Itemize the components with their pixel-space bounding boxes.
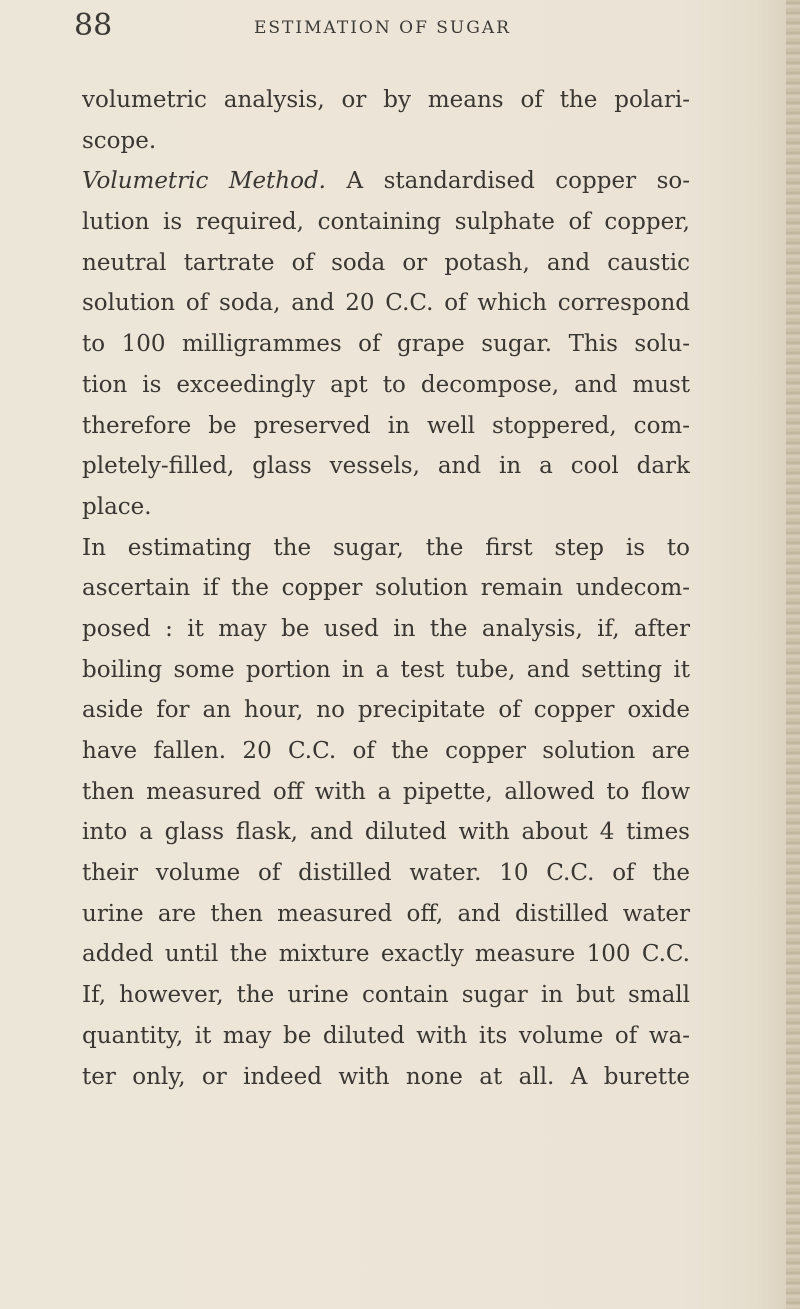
text-line xyxy=(82,202,690,243)
line-text: posed : it may be used in the analysis, if, after xyxy=(82,615,690,642)
line-text: solution of soda, and 20 C.C. of which correspond xyxy=(82,290,690,317)
running-head xyxy=(74,8,694,48)
line-text: lution is required, containing sulphate of copper, xyxy=(82,209,690,236)
line-text: urine are then measured off, and distilled water xyxy=(82,900,690,927)
page-number: 88 xyxy=(74,8,113,43)
body-text xyxy=(82,80,690,1097)
text-line xyxy=(82,324,690,365)
text-line xyxy=(82,406,690,447)
line-text: A standardised copper so- xyxy=(326,168,690,195)
line-text: tion is exceedingly apt to decompose, and must xyxy=(82,371,690,398)
text-line xyxy=(82,283,690,324)
text-line xyxy=(82,853,690,894)
text-line xyxy=(82,609,690,650)
text-line xyxy=(82,650,690,691)
text-line xyxy=(82,1016,690,1057)
italic-heading: Volumetric Method. xyxy=(82,168,326,195)
text-line xyxy=(82,812,690,853)
text-line xyxy=(82,161,690,202)
line-text: into a glass flask, and diluted with about 4 times xyxy=(82,819,690,846)
line-text: have fallen. 20 C.C. of the copper solution are xyxy=(82,738,690,764)
line-text: neutral tartrate of soda or potash, and caustic xyxy=(82,249,690,276)
line-text: volumetric analysis, or by means of the polari- xyxy=(82,87,690,113)
line-text: place. xyxy=(82,493,152,520)
page-edge xyxy=(786,0,800,1309)
line-text: then measured off with a pipette, allowed to flow xyxy=(82,778,690,805)
text-line xyxy=(82,1057,690,1098)
text-line xyxy=(82,568,690,609)
line-text: aside for an hour, no precipitate of copper oxide xyxy=(82,697,690,724)
line-text: added until the mixture exactly measure 100 C.C. xyxy=(82,941,690,968)
text-line xyxy=(82,690,690,731)
line-text: ter only, or indeed with none at all. A burette xyxy=(82,1063,690,1090)
text-line xyxy=(82,121,690,162)
text-line xyxy=(82,487,690,528)
text-line xyxy=(82,365,690,406)
running-head-title: ESTIMATION OF SUGAR xyxy=(254,18,511,38)
text-line xyxy=(82,934,690,975)
line-text: to 100 milligrammes of grape sugar. This solu- xyxy=(82,331,690,358)
text-line xyxy=(82,731,690,772)
line-text: If, however, the urine contain sugar in but small xyxy=(82,982,690,1009)
text-line xyxy=(82,772,690,813)
text-line xyxy=(82,975,690,1016)
line-text: pletely-filled, glass vessels, and in a cool dark xyxy=(82,453,690,480)
line-text: boiling some portion in a test tube, and setting it xyxy=(82,656,690,683)
line-text: scope. xyxy=(82,127,157,154)
line-text: therefore be preserved in well stoppered, com- xyxy=(82,412,690,439)
text-line xyxy=(82,446,690,487)
text-line xyxy=(82,80,690,121)
line-text: quantity, it may be diluted with its volume of wa- xyxy=(82,1022,690,1049)
text-line xyxy=(82,528,690,569)
line-text: their volume of distilled water. 10 C.C. of the xyxy=(82,860,690,887)
text-line xyxy=(82,243,690,284)
line-text: ascertain if the copper solution remain undecom- xyxy=(82,575,690,602)
line-text: In estimating the sugar, the first step is to xyxy=(82,534,690,561)
text-line xyxy=(82,894,690,935)
